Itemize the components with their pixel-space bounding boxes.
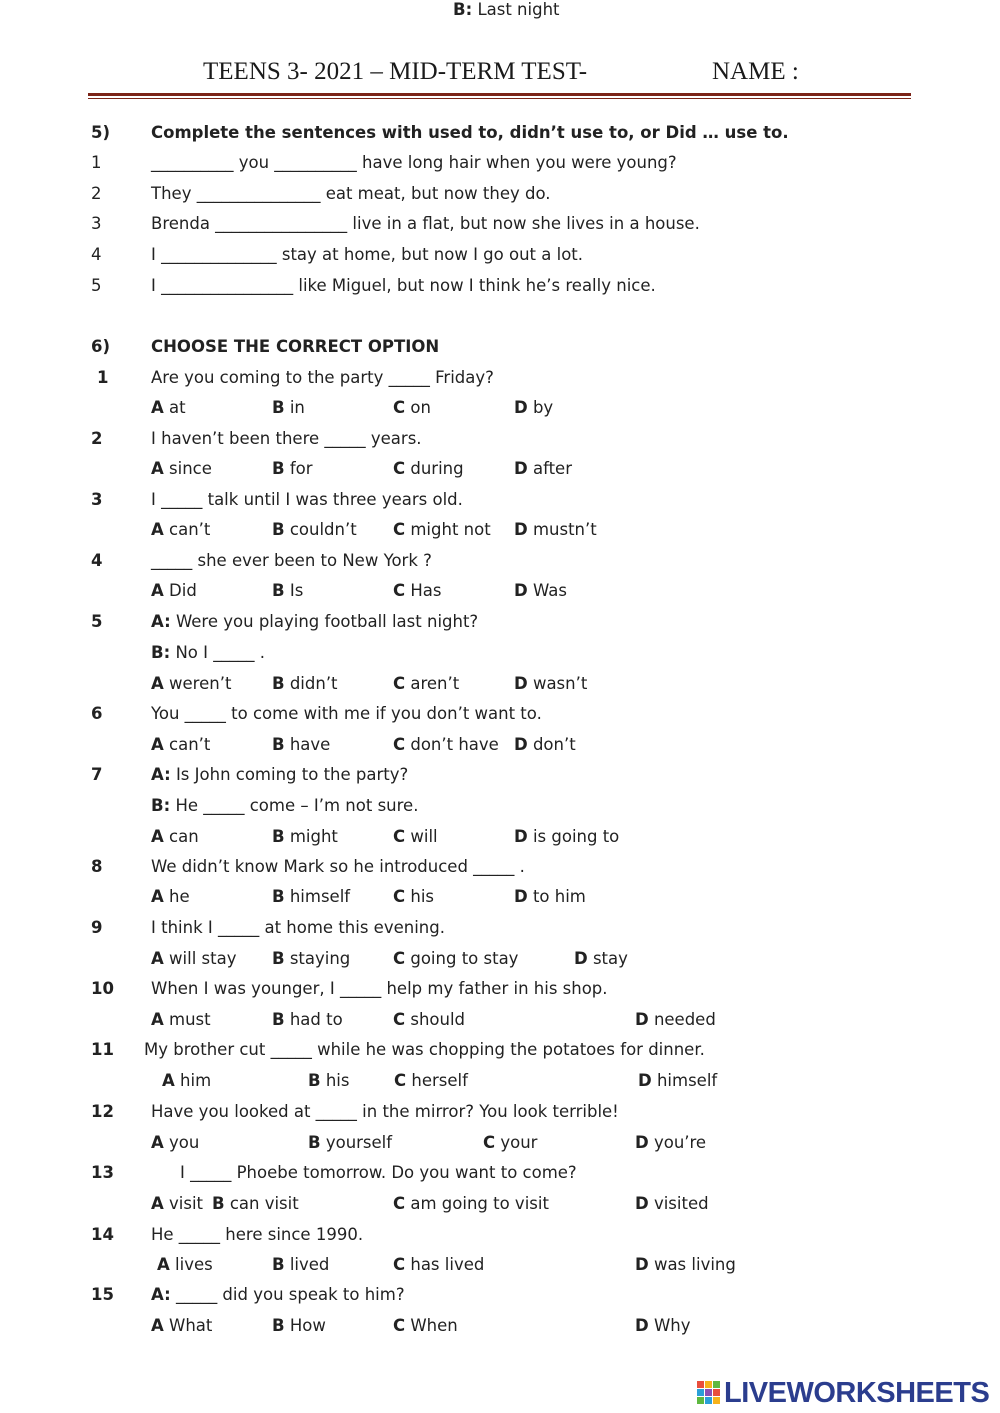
option-text: herself (411, 1071, 468, 1090)
option-letter: C (393, 1194, 406, 1213)
speaker-a-label: A: (151, 612, 171, 631)
option-letter: D (514, 674, 528, 693)
option-text: himself (289, 887, 351, 906)
question-line-text: When I was younger, I _____ help my father in his shop. (151, 979, 608, 998)
question-line-text: He _____ here since 1990. (151, 1225, 364, 1244)
option-letter: A (151, 887, 164, 906)
option-text: lives (175, 1255, 213, 1274)
option-letter: C (393, 949, 406, 968)
question-line-text: I _____ talk until I was three years old. (151, 490, 463, 509)
question-number: 14 (91, 1225, 114, 1244)
option-letter: B (272, 520, 285, 539)
answer-option-a[interactable] (151, 827, 199, 847)
option-text: on (410, 398, 431, 417)
answer-option-b[interactable] (272, 1255, 329, 1275)
section-5-item-text: Brenda ________________ live in a flat, but now she lives in a house. (151, 214, 700, 233)
answer-text: Last night (477, 0, 560, 19)
liveworksheets-logo-icon (696, 1377, 722, 1407)
option-letter: A (162, 1071, 175, 1090)
option-letter: C (393, 1316, 406, 1335)
option-letter: C (393, 827, 406, 846)
option-letter: C (393, 735, 406, 754)
question-text (151, 1285, 405, 1305)
section-5-item-number: 4 (91, 245, 102, 264)
option-letter: A (151, 827, 164, 846)
speaker-a-label: A: (151, 765, 171, 784)
option-text: mustn’t (532, 520, 597, 539)
option-letter: C (393, 674, 406, 693)
option-text: can’t (169, 520, 211, 539)
question-number: 9 (91, 918, 103, 937)
option-letter: A (151, 1316, 164, 1335)
option-letter: D (635, 1133, 649, 1152)
question-text (151, 612, 478, 632)
option-text: visited (653, 1194, 709, 1213)
option-text: weren’t (169, 674, 232, 693)
section-5-item-text: __________ you __________ have long hair when you were young? (151, 153, 677, 172)
question-number: 6 (91, 704, 103, 723)
option-letter: D (635, 1316, 649, 1335)
option-text: might not (410, 520, 491, 539)
option-letter: D (635, 1255, 649, 1274)
question-line-text: He _____ come – I’m not sure. (175, 796, 419, 815)
question-number: 12 (91, 1102, 114, 1121)
answer-option-d[interactable] (635, 1255, 736, 1275)
answer-option-a[interactable] (151, 520, 210, 540)
option-text: aren’t (410, 674, 460, 693)
answer-option-d[interactable] (514, 398, 553, 418)
option-text: staying (289, 949, 351, 968)
answer-option-d[interactable] (514, 735, 576, 755)
answer-option-a[interactable] (151, 1316, 212, 1336)
option-text: after (532, 459, 572, 478)
option-text: needed (653, 1010, 716, 1029)
answer-option-c[interactable] (393, 735, 499, 755)
option-letter: A (151, 949, 164, 968)
answer-option-b[interactable] (272, 459, 313, 479)
option-letter: D (638, 1071, 652, 1090)
speaker-a-label: A: (151, 1285, 171, 1304)
option-text: has lived (410, 1255, 485, 1274)
option-text: you (169, 1133, 200, 1152)
option-letter: A (151, 398, 164, 417)
question-line-text: Are you coming to the party _____ Friday? (151, 368, 494, 387)
question-number: 4 (91, 551, 103, 570)
answer-option-c[interactable] (393, 1010, 465, 1030)
section-5-item-text: I ________________ like Miguel, but now I think he’s really nice. (151, 276, 656, 295)
option-letter: B (272, 949, 285, 968)
answer-option-d[interactable] (514, 520, 597, 540)
option-letter: D (514, 459, 528, 478)
answer-option-c[interactable] (393, 520, 491, 540)
option-letter: B (272, 1316, 285, 1335)
option-text: visit (169, 1194, 204, 1213)
answer-option-a[interactable] (151, 581, 197, 601)
option-text: should (410, 1010, 466, 1029)
option-text: is going to (532, 827, 620, 846)
option-letter: C (393, 520, 406, 539)
answer-option-b[interactable] (308, 1133, 392, 1153)
answer-option-b[interactable] (272, 827, 338, 847)
answer-option-a[interactable] (157, 1255, 213, 1275)
option-letter: C (393, 1010, 406, 1029)
speaker-b-label: B: (151, 796, 171, 815)
option-text: at (169, 398, 186, 417)
speaker-b-label: B: (151, 643, 171, 662)
option-letter: C (393, 459, 406, 478)
option-text: didn’t (289, 674, 338, 693)
option-text: Is (289, 581, 304, 600)
option-letter: C (394, 1071, 407, 1090)
option-text: don’t (532, 735, 576, 754)
question-text (144, 1040, 705, 1060)
option-text: When (410, 1316, 458, 1335)
question-line-text: My brother cut _____ while he was chopping the potatoes for dinner. (144, 1040, 705, 1059)
option-letter: B (272, 735, 285, 754)
question-text (151, 1102, 619, 1122)
name-label: NAME : (712, 58, 799, 85)
question-text (151, 490, 463, 510)
option-letter: A (151, 674, 164, 693)
section-5-item-number: 3 (91, 214, 102, 233)
option-letter: D (514, 520, 528, 539)
answer-option-b[interactable] (308, 1071, 349, 1091)
option-letter: D (635, 1194, 649, 1213)
test-title: TEENS 3- 2021 – MID-TERM TEST- (203, 58, 588, 85)
answer-option-c[interactable] (393, 1194, 549, 1214)
question-text (453, 0, 560, 20)
option-letter: A (151, 1010, 164, 1029)
option-letter: A (151, 459, 164, 478)
option-letter: B (212, 1194, 225, 1213)
option-text: must (169, 1010, 211, 1029)
answer-option-b[interactable] (272, 1010, 343, 1030)
question-number: 3 (91, 490, 103, 509)
option-letter: D (514, 581, 528, 600)
answer-option-d[interactable] (574, 949, 628, 969)
option-letter: A (151, 735, 164, 754)
option-letter: A (151, 1133, 164, 1152)
answer-option-a[interactable] (151, 1133, 199, 1153)
answer-option-d[interactable] (635, 1010, 716, 1030)
answer-option-c[interactable] (393, 581, 441, 601)
option-text: can visit (229, 1194, 299, 1213)
question-number: 8 (91, 857, 103, 876)
option-letter: A (157, 1255, 170, 1274)
option-letter: B (308, 1133, 321, 1152)
question-line-text: I haven’t been there _____ years. (151, 429, 422, 448)
header-rule (88, 93, 911, 96)
option-letter: C (393, 1255, 406, 1274)
answer-option-c[interactable] (393, 887, 434, 907)
option-letter: D (514, 398, 528, 417)
option-letter: A (151, 581, 164, 600)
option-text: stay (592, 949, 628, 968)
question-line-text: Have you looked at _____ in the mirror? You look terrible! (151, 1102, 619, 1121)
option-letter: B (272, 827, 285, 846)
question-text (151, 368, 494, 388)
answer-option-c[interactable] (393, 827, 438, 847)
option-text: was living (653, 1255, 736, 1274)
option-text: your (500, 1133, 538, 1152)
question-text (151, 429, 422, 449)
option-text: wasn’t (532, 674, 588, 693)
option-text: for (289, 459, 313, 478)
option-text: will stay (169, 949, 237, 968)
option-text: Has (410, 581, 442, 600)
question-text (151, 765, 408, 785)
option-text: Did (169, 581, 197, 600)
section-6-number: 6) (91, 337, 111, 356)
section-6-instruction: CHOOSE THE CORRECT OPTION (151, 337, 440, 356)
answer-option-c[interactable] (393, 459, 464, 479)
option-letter: D (514, 735, 528, 754)
option-letter: B (308, 1071, 321, 1090)
answer-option-b[interactable] (272, 887, 350, 907)
question-line-text: You _____ to come with me if you don’t want to. (151, 704, 542, 723)
option-text: going to stay (410, 949, 519, 968)
question-text (151, 979, 608, 999)
answer-option-d[interactable] (514, 887, 586, 907)
answer-option-c[interactable] (394, 1071, 468, 1091)
question-line-text: I think I _____ at home this evening. (151, 918, 445, 937)
question-text (151, 918, 445, 938)
speaker-b-label: B: (453, 0, 473, 19)
option-text: to him (532, 887, 586, 906)
option-text: his (325, 1071, 350, 1090)
option-text: can’t (169, 735, 211, 754)
liveworksheets-logo-text: LIVEWORKSHEETS (724, 1377, 990, 1409)
question-number: 10 (91, 979, 114, 998)
answer-option-b[interactable] (272, 735, 330, 755)
answer-option-a[interactable] (151, 887, 190, 907)
option-letter: B (272, 1010, 285, 1029)
answer-option-a[interactable] (151, 735, 210, 755)
section-5-item-number: 1 (91, 153, 102, 172)
option-text: have (289, 735, 331, 754)
question-line-text: No I _____ . (175, 643, 265, 662)
answer-option-a[interactable] (151, 398, 186, 418)
section-5-instruction: Complete the sentences with used to, didn’t use to, or Did … use to. (151, 123, 789, 142)
answer-option-a[interactable] (151, 459, 212, 479)
option-text: What (169, 1316, 213, 1335)
option-letter: B (272, 581, 285, 600)
option-letter: D (514, 887, 528, 906)
question-text (151, 857, 525, 877)
option-text: since (169, 459, 212, 478)
section-5-item-number: 5 (91, 276, 102, 295)
question-text (151, 1225, 363, 1245)
option-text: him (180, 1071, 212, 1090)
answer-option-b[interactable] (212, 1194, 299, 1214)
option-text: might (289, 827, 338, 846)
answer-option-b[interactable] (272, 949, 350, 969)
question-line-text: We didn’t know Mark so he introduced _____ . (151, 857, 525, 876)
question-text (180, 1163, 577, 1183)
answer-option-a[interactable] (151, 949, 236, 969)
option-text: Why (653, 1316, 691, 1335)
option-letter: B (272, 1255, 285, 1274)
option-letter: A (151, 1194, 164, 1213)
question-text (151, 551, 432, 571)
option-letter: B (272, 674, 285, 693)
option-text: you’re (653, 1133, 707, 1152)
option-text: had to (289, 1010, 343, 1029)
option-text: couldn’t (289, 520, 357, 539)
option-letter: D (635, 1010, 649, 1029)
question-number: 1 (97, 368, 109, 387)
option-text: can (169, 827, 199, 846)
option-text: during (410, 459, 464, 478)
section-5-number: 5) (91, 123, 111, 142)
answer-option-d[interactable] (514, 674, 587, 694)
option-letter: D (514, 827, 528, 846)
option-text: will (410, 827, 438, 846)
question-line-text: _____ did you speak to him? (175, 1285, 405, 1304)
answer-option-d[interactable] (635, 1316, 691, 1336)
answer-option-b[interactable] (272, 674, 338, 694)
answer-option-b[interactable] (272, 520, 357, 540)
question-line-text: Were you playing football last night? (175, 612, 479, 631)
header-rule-thin (88, 98, 911, 99)
question-line-text: I _____ Phoebe tomorrow. Do you want to come? (180, 1163, 577, 1182)
option-text: Was (532, 581, 567, 600)
answer-option-c[interactable] (393, 1316, 458, 1336)
answer-option-c[interactable] (393, 949, 518, 969)
section-5-heading (91, 123, 110, 143)
option-letter: B (272, 398, 285, 417)
question-text (151, 704, 542, 724)
option-text: himself (656, 1071, 718, 1090)
option-text: his (410, 887, 434, 906)
answer-option-d[interactable] (514, 581, 567, 601)
question-line-text: Is John coming to the party? (175, 765, 409, 784)
option-text: don’t have (410, 735, 499, 754)
answer-option-c[interactable] (393, 674, 459, 694)
answer-option-a[interactable] (151, 674, 231, 694)
option-text: by (532, 398, 554, 417)
answer-option-d[interactable] (635, 1194, 709, 1214)
option-letter: B (272, 459, 285, 478)
liveworksheets-logo (696, 1377, 990, 1411)
question-number: 2 (91, 429, 103, 448)
answer-option-c[interactable] (483, 1133, 537, 1153)
option-letter: A (151, 520, 164, 539)
answer-option-a[interactable] (151, 1010, 211, 1030)
section-5-item-text: I ______________ stay at home, but now I go out a lot. (151, 245, 584, 264)
option-text: lived (289, 1255, 330, 1274)
option-letter: C (393, 887, 406, 906)
option-text: in (289, 398, 305, 417)
answer-option-d[interactable] (514, 827, 619, 847)
answer-option-b[interactable] (272, 1316, 326, 1336)
question-text (151, 643, 265, 663)
option-text: he (169, 887, 190, 906)
answer-option-c[interactable] (393, 1255, 484, 1275)
answer-option-a[interactable] (151, 1194, 203, 1214)
section-5-item-text: They _______________ eat meat, but now they do. (151, 184, 551, 203)
option-letter: B (272, 887, 285, 906)
question-number: 7 (91, 765, 103, 784)
answer-option-a[interactable] (162, 1071, 211, 1091)
section-5-item-number: 2 (91, 184, 102, 203)
question-number: 15 (91, 1285, 114, 1304)
question-number: 13 (91, 1163, 114, 1182)
answer-option-d[interactable] (635, 1133, 706, 1153)
answer-option-d[interactable] (514, 459, 572, 479)
option-letter: C (393, 581, 406, 600)
option-text: am going to visit (410, 1194, 549, 1213)
option-letter: C (393, 398, 406, 417)
question-number: 11 (91, 1040, 114, 1059)
question-line-text: _____ she ever been to New York ? (151, 551, 432, 570)
option-text: yourself (325, 1133, 393, 1152)
answer-option-b[interactable] (272, 398, 305, 418)
question-text (151, 796, 418, 816)
option-letter: D (574, 949, 588, 968)
option-letter: C (483, 1133, 496, 1152)
answer-option-b[interactable] (272, 581, 303, 601)
page-header (0, 58, 1000, 92)
answer-option-c[interactable] (393, 398, 431, 418)
option-text: How (289, 1316, 326, 1335)
question-number: 5 (91, 612, 103, 631)
answer-option-d[interactable] (638, 1071, 717, 1091)
